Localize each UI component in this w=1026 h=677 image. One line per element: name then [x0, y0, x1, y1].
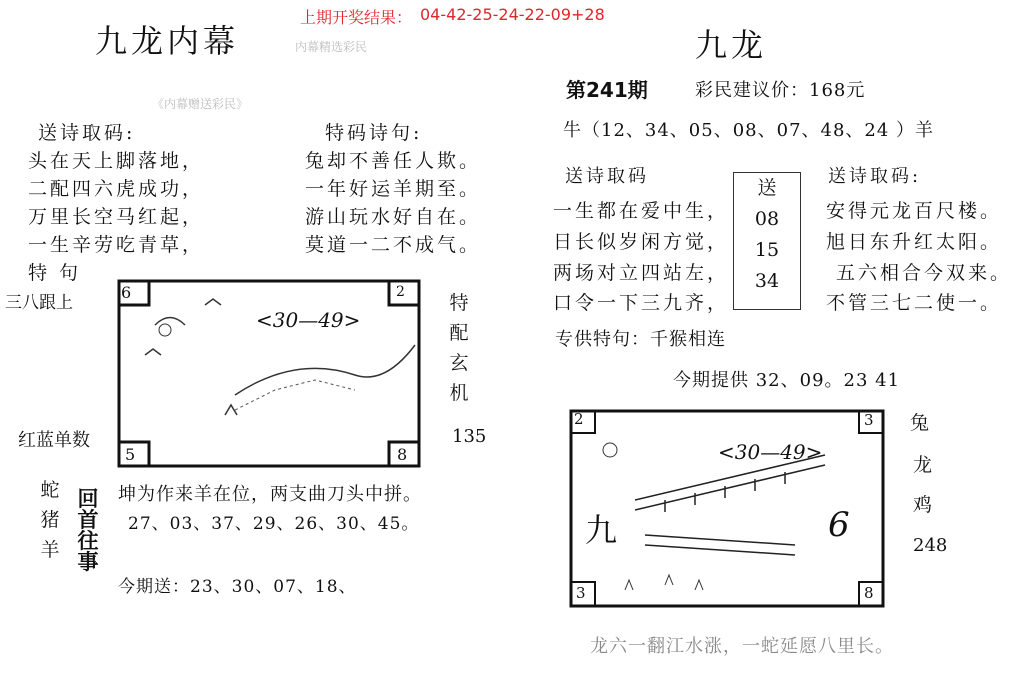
special-phrase: 专供特句：千猴相连 — [555, 329, 726, 350]
color-label: 红蓝单数 — [18, 430, 90, 451]
left-subtitle: 内幕精选彩民 — [295, 40, 368, 54]
send-box-number: 15 — [754, 239, 780, 261]
corner-number: 2 — [574, 410, 584, 428]
ox-line: 牛（12、34、05、08、07、48、24 ）羊 — [563, 120, 935, 141]
animals-vertical: 蛇猪羊 — [40, 479, 60, 561]
right-poem-heading-2: 送诗取码: — [828, 166, 922, 187]
side-vertical-text: 特配玄机 — [449, 292, 469, 404]
right-title: 九龙 — [695, 26, 768, 64]
special-label: 特 句 — [28, 262, 82, 284]
send-box-number: 34 — [754, 270, 780, 292]
sketch-char: 6 — [828, 505, 850, 545]
right-poem-line: 安得元龙百尺楼。 — [826, 200, 1003, 222]
sketch-range: <30—49> — [718, 440, 823, 464]
provide-line: 今期提供 32、09。23 41 — [673, 370, 901, 391]
corner-number: 6 — [121, 283, 132, 302]
right-poem-heading: 送诗取码 — [565, 166, 649, 187]
price: 彩民建议价：168元 — [695, 80, 866, 101]
last-result-label: 上期开奖结果： — [300, 8, 413, 27]
left-title: 九龙内幕 — [95, 22, 240, 60]
right-poem-line: 五六相合今双来。 — [836, 262, 1013, 284]
corner-number: 5 — [125, 445, 136, 464]
left-sketch — [115, 275, 425, 470]
animal: 鸡 — [913, 494, 936, 516]
animal: 兔 — [910, 412, 933, 434]
left-poem-line: 万里长空马红起， — [28, 206, 205, 228]
left-poem-line: 日长似岁闲方觉， — [553, 231, 730, 253]
left-poem-line: 二配四六虎成功， — [28, 178, 205, 200]
sketch-char: 九 — [585, 511, 618, 549]
corner-number: 3 — [576, 584, 586, 602]
corner-number: 8 — [864, 584, 874, 602]
right-poem-line: 兔却不善任人欺。 — [305, 150, 482, 172]
left-poem-line: 口令一下三九齐， — [553, 292, 730, 314]
left-poem-line: 头在天上脚落地， — [28, 150, 205, 172]
right-poem-line: 旭日东升红太阳。 — [826, 231, 1003, 253]
send-box — [733, 172, 801, 310]
animal-number: 248 — [913, 535, 948, 556]
left-book-title: 《内幕赠送彩民》 — [152, 97, 249, 111]
send-line: 今期送：23、30、07、18、 — [118, 577, 357, 597]
riddle: 坤为作来羊在位，两支曲刀头中拼。 — [118, 484, 422, 505]
retro-vertical: 回首往事 — [77, 486, 99, 574]
right-poem-line: 一年好运羊期至。 — [305, 178, 482, 200]
left-special-heading: 特码诗句: — [325, 122, 423, 144]
corner-number: 3 — [864, 411, 874, 429]
corner-number: 8 — [397, 445, 408, 464]
caption: 龙六一翻江水涨，一蛇延愿八里长。 — [590, 636, 894, 657]
send-box-number: 08 — [754, 208, 780, 230]
left-poem-line: 两场对立四站左， — [553, 262, 730, 284]
left-poem-line: 一生都在爱中生， — [553, 200, 730, 222]
sketch-range: <30—49> — [256, 308, 361, 332]
color-value: 135 — [452, 426, 487, 447]
riddle-numbers: 27、03、37、29、26、30、45。 — [128, 514, 420, 534]
last-result-numbers: 04-42-25-24-22-09+28 — [420, 5, 605, 24]
corner-number: 2 — [396, 284, 405, 300]
right-poem-line: 莫道一二不成气。 — [305, 234, 482, 256]
right-poem-line: 游山玩水好自在。 — [305, 206, 482, 228]
left-poem-line: 一生辛劳吃青草， — [28, 234, 205, 256]
follow-label: 三八跟上 — [5, 293, 73, 313]
left-poem-heading: 送诗取码: — [38, 122, 136, 144]
send-box-label: 送 — [757, 177, 777, 199]
animal: 龙 — [913, 454, 936, 476]
issue-number: 第241期 — [566, 78, 648, 102]
right-poem-line: 不管三七二使一。 — [826, 292, 1003, 314]
